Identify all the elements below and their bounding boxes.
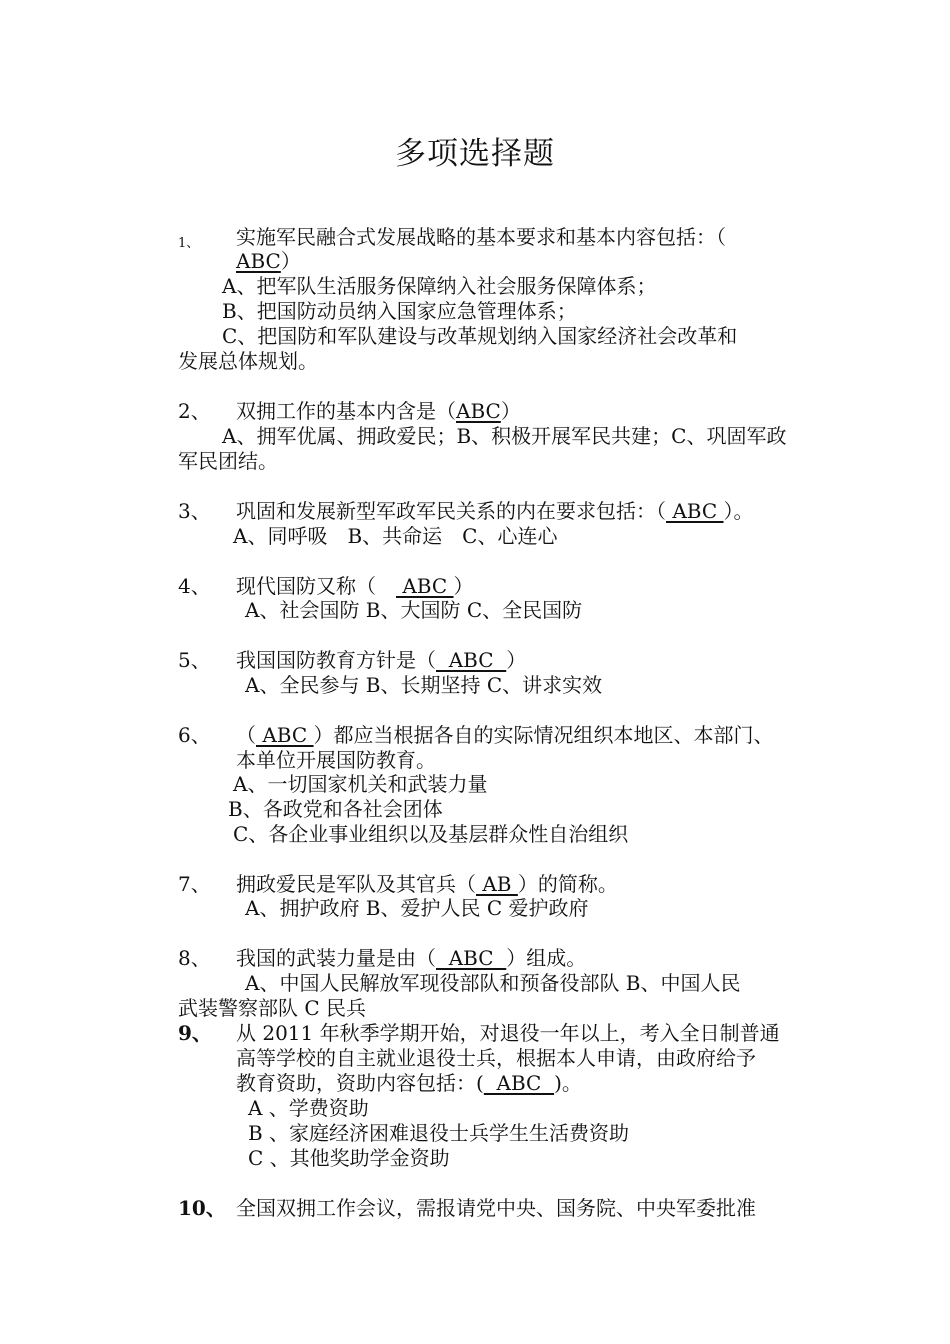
question-1-answer-line: [236, 249, 301, 273]
question-9-option-c: C 、其他奖助学金资助: [248, 1146, 450, 1170]
question-9-option-a: A 、学费资助: [248, 1096, 369, 1120]
question-1-stem-text: 实施军民融合式发展战略的基本要求和基本内容包括：（: [236, 225, 726, 249]
question-7-options: A、拥护政府 B、爱护人民 C 爱护政府: [245, 896, 589, 920]
question-6-option-b: B、各政党和各社会团体: [228, 797, 443, 821]
question-4-stem: [236, 574, 474, 598]
question-5-options: A、全民参与 B、长期坚持 C、讲求实效: [245, 673, 603, 697]
question-4-stem-text: 现代国防又称（: [236, 574, 396, 598]
question-5-stem-end: ）: [506, 648, 527, 672]
question-7-stem: [236, 872, 618, 896]
question-9-number: 9、: [178, 1021, 212, 1045]
question-4-answer: ABC: [396, 574, 454, 598]
question-8-stem-text: 我国的武装力量是由（: [236, 946, 436, 970]
question-2-stem: [236, 399, 521, 423]
question-2-options: A、拥军优属、拥政爱民；B、积极开展军民共建；C、巩固军政: [222, 424, 787, 448]
question-3-options: A、同呼吸 B、共命运 C、心连心: [233, 524, 558, 548]
question-1-option-c: C、把国防和军队建设与改革规划纳入国家经济社会改革和: [222, 324, 738, 348]
question-6-option-a: A、一切国家机关和武装力量: [233, 772, 488, 796]
question-6-number: 6、: [178, 723, 211, 747]
question-2-number: 2、: [178, 399, 211, 423]
question-6-option-c: C、各企业事业组织以及基层群众性自治组织: [233, 822, 629, 846]
question-1-answer: ABC: [236, 249, 281, 273]
question-1-stem: [236, 225, 726, 249]
question-8-answer: ABC: [436, 946, 507, 970]
question-9-stem-line-3: [236, 1071, 582, 1095]
document-title: 多项选择题: [395, 136, 555, 172]
question-1-option-c-cont: 发展总体规划。: [178, 349, 318, 373]
question-8-number: 8、: [178, 946, 211, 970]
question-3-stem-end: ）。: [723, 499, 754, 523]
question-5-answer: ABC: [436, 648, 507, 672]
question-5-number: 5、: [178, 648, 211, 672]
question-1-option-a: A、把军队生活服务保障纳入社会服务保障体系；: [222, 274, 657, 298]
question-6-stem-open: （: [236, 723, 256, 747]
question-6-stem-text: ）都应当根据各自的实际情况组织本地区、本部门、: [313, 723, 774, 747]
question-9-stem-end: )。: [554, 1071, 582, 1095]
question-2-stem-end: ）: [500, 399, 521, 423]
question-3-stem-text: 巩固和发展新型军政军民关系的内在要求包括：（: [236, 499, 666, 523]
question-5-stem-text: 我国国防教育方针是（: [236, 648, 436, 672]
question-6-stem: [236, 723, 774, 747]
question-1-option-b: B、把国防动员纳入国家应急管理体系；: [222, 299, 577, 323]
question-8-stem: [236, 946, 586, 970]
question-6-answer: ABC: [256, 723, 314, 747]
question-8-options: A、中国人民解放军现役部队和预备役部队 B、中国人民: [245, 971, 741, 995]
question-9-answer: ABC: [483, 1071, 555, 1095]
question-10-number: 10、: [178, 1196, 226, 1220]
question-9-option-b: B 、家庭经济困难退役士兵学生生活费资助: [248, 1121, 630, 1145]
question-3-answer: ABC: [666, 499, 724, 523]
question-3-stem: [236, 499, 754, 523]
question-7-stem-end: ）的简称。: [517, 872, 618, 896]
question-8-stem-end: ）组成。: [506, 946, 587, 970]
question-4-number: 4、: [178, 574, 211, 598]
question-9-stem-line-1: 从 2011 年秋季学期开始，对退役一年以上，考入全日制普通: [236, 1021, 780, 1045]
question-2-answer: ABC: [456, 399, 501, 423]
question-2-options-cont: 军民团结。: [178, 449, 278, 473]
question-9-stem-text: 教育资助，资助内容包括：(: [236, 1071, 484, 1095]
question-7-stem-text: 拥政爱民是军队及其官兵（: [236, 872, 476, 896]
question-9-stem-line-2: 高等学校的自主就业退役士兵，根据本人申请，由政府给予: [236, 1046, 756, 1070]
question-2-stem-text: 双拥工作的基本内含是（: [236, 399, 456, 423]
question-7-answer: AB: [476, 872, 518, 896]
question-1-number: 1、: [178, 236, 200, 251]
question-5-stem: [236, 648, 526, 672]
question-1-stem-end: ）: [280, 249, 301, 273]
question-7-number: 7、: [178, 872, 211, 896]
question-6-stem-cont: 本单位开展国防教育。: [236, 748, 436, 772]
question-10-stem-line-1: 全国双拥工作会议，需报请党中央、国务院、中央军委批准: [236, 1196, 756, 1220]
question-4-options: A、社会国防 B、大国防 C、全民国防: [245, 598, 583, 622]
question-3-number: 3、: [178, 499, 211, 523]
question-4-stem-end: ）: [453, 574, 474, 598]
question-8-options-cont: 武装警察部队 C 民兵: [178, 996, 367, 1020]
